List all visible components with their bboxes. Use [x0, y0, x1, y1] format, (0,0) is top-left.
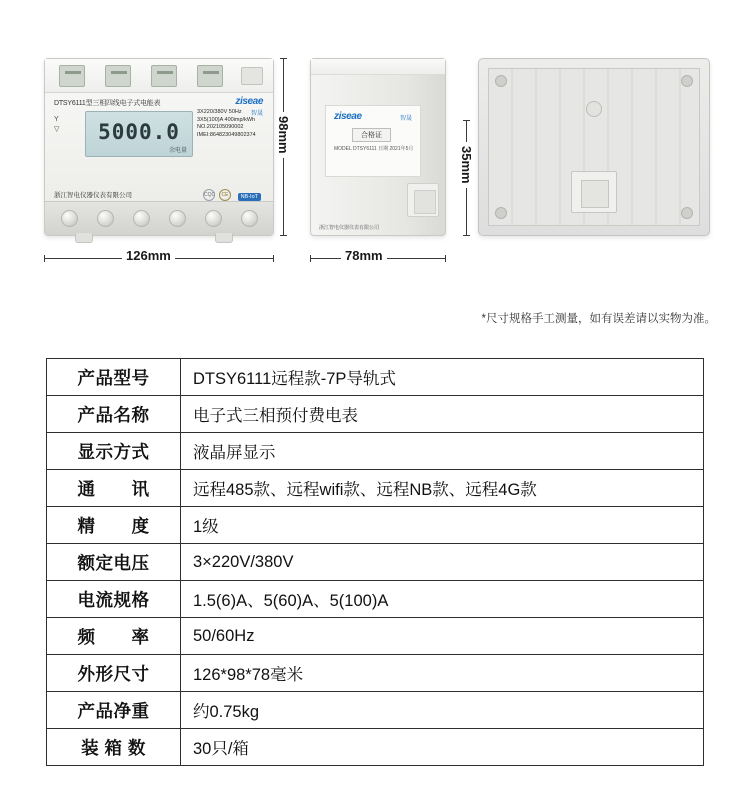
back-center-boss: [586, 101, 602, 117]
spec-value: 远程485款、远程wifi款、远程NB款、远程4G款: [181, 470, 704, 507]
back-din-rail-slot: [571, 171, 617, 213]
spec-key: 显示方式: [47, 433, 181, 470]
spec-key: 装 箱 数: [47, 729, 181, 766]
specification-table-body: [47, 359, 704, 766]
front-company-name: 浙江智电仪器仪表有限公司: [54, 192, 132, 199]
side-brand-chinese: 智晟: [399, 116, 412, 122]
spec-value: 3×220V/380V: [181, 544, 704, 581]
spec-key: 频 率: [47, 618, 181, 655]
front-model-title: DTSY6111型三相四线电子式电能表: [54, 100, 161, 107]
table-row: [47, 507, 704, 544]
side-rail-notch: [407, 183, 439, 217]
spec-key: 额定电压: [47, 544, 181, 581]
spec-value: 50/60Hz: [181, 618, 704, 655]
meter-side-view: [310, 58, 446, 236]
table-row: [47, 692, 704, 729]
seal-cover: [241, 67, 263, 85]
brand-latin-text: ziseae: [235, 96, 263, 107]
din-rail-clip: [75, 233, 93, 243]
mounting-hole: [681, 75, 693, 87]
spec-line-imei: IMEI:864823049802374: [197, 131, 256, 138]
spec-line-current: 3X5(100)A 400imp/kWh: [197, 116, 256, 123]
terminal-screw: [97, 210, 114, 227]
dimension-label-height: 98mm: [276, 112, 291, 158]
spec-value: 1级: [181, 507, 704, 544]
table-row: [47, 470, 704, 507]
mounting-hole: [495, 75, 507, 87]
spec-value: 126*98*78毫米: [181, 655, 704, 692]
table-row: [47, 581, 704, 618]
terminal-screw: [61, 210, 78, 227]
mounting-hole: [495, 207, 507, 219]
spec-key: 精 度: [47, 507, 181, 544]
front-terminal-rail: [45, 59, 273, 93]
spec-value: DTSY6111远程款-7P导轨式: [181, 359, 704, 396]
lcd-display: [85, 111, 193, 157]
side-cert-label: 合格证: [352, 128, 391, 142]
front-spec-text: [197, 109, 256, 139]
terminal-block-3: [151, 65, 177, 87]
measurement-note: *尺寸规格手工测量，如有误差请以实物为准。: [481, 313, 716, 325]
table-row: [47, 655, 704, 692]
spec-value: 电子式三相预付费电表: [181, 396, 704, 433]
spec-value: 约0.75kg: [181, 692, 704, 729]
spec-key: 通 讯: [47, 470, 181, 507]
dimension-label-width: 126mm: [122, 248, 175, 263]
nbiot-badge: NB-IoT: [238, 193, 261, 201]
table-row: [47, 396, 704, 433]
lcd-unit-label: 余电量: [168, 148, 187, 154]
front-face-panel: [45, 93, 273, 203]
brand-chinese-text: 智晟: [250, 111, 263, 117]
table-row: [47, 359, 704, 396]
spec-key: 外形尺寸: [47, 655, 181, 692]
spec-line-serial: NO.202105090002: [197, 124, 244, 130]
terminal-screw: [169, 210, 186, 227]
dimension-label-depth: 78mm: [341, 248, 387, 263]
din-rail-clip: [215, 233, 233, 243]
spec-value: 30只/箱: [181, 729, 704, 766]
side-label-sticker: [325, 105, 421, 177]
spec-key: 产品净重: [47, 692, 181, 729]
lcd-reading-value: 5000.0: [98, 120, 180, 144]
meter-front-view: [44, 58, 274, 236]
side-label-details: MODEL DTSY6111 日期 2021年5月: [334, 146, 414, 152]
table-row: [47, 729, 704, 766]
side-top-edge: [311, 59, 445, 75]
terminal-screw: [205, 210, 222, 227]
terminal-block-4: [197, 65, 223, 87]
spec-key: 产品型号: [47, 359, 181, 396]
terminal-block-1: [59, 65, 85, 87]
specification-table: [46, 358, 704, 766]
meter-back-view: [478, 58, 710, 236]
mounting-hole: [681, 207, 693, 219]
ce-certification-icon: CE: [219, 189, 231, 201]
terminal-screw: [241, 210, 258, 227]
dimension-label-back-height: 35mm: [459, 142, 474, 188]
product-image-area: [0, 0, 750, 340]
table-row: [47, 544, 704, 581]
spec-value: 1.5(6)A、5(60)A、5(100)A: [181, 581, 704, 618]
phase-indicator-icon: Y ▽: [54, 116, 60, 133]
side-company-name: 浙江智电仪器仪表有限公司: [319, 225, 380, 231]
spec-key: 产品名称: [47, 396, 181, 433]
table-row: [47, 433, 704, 470]
side-brand-latin: ziseae: [334, 111, 362, 122]
cqc-certification-icon: CQC: [203, 189, 215, 201]
terminal-block-2: [105, 65, 131, 87]
spec-value: 液晶屏显示: [181, 433, 704, 470]
terminal-screw: [133, 210, 150, 227]
spec-line-voltage: 3X220/380V 50Hz: [197, 109, 242, 115]
front-bottom-terminal-rail: [45, 201, 273, 235]
spec-key: 电流规格: [47, 581, 181, 618]
table-row: [47, 618, 704, 655]
